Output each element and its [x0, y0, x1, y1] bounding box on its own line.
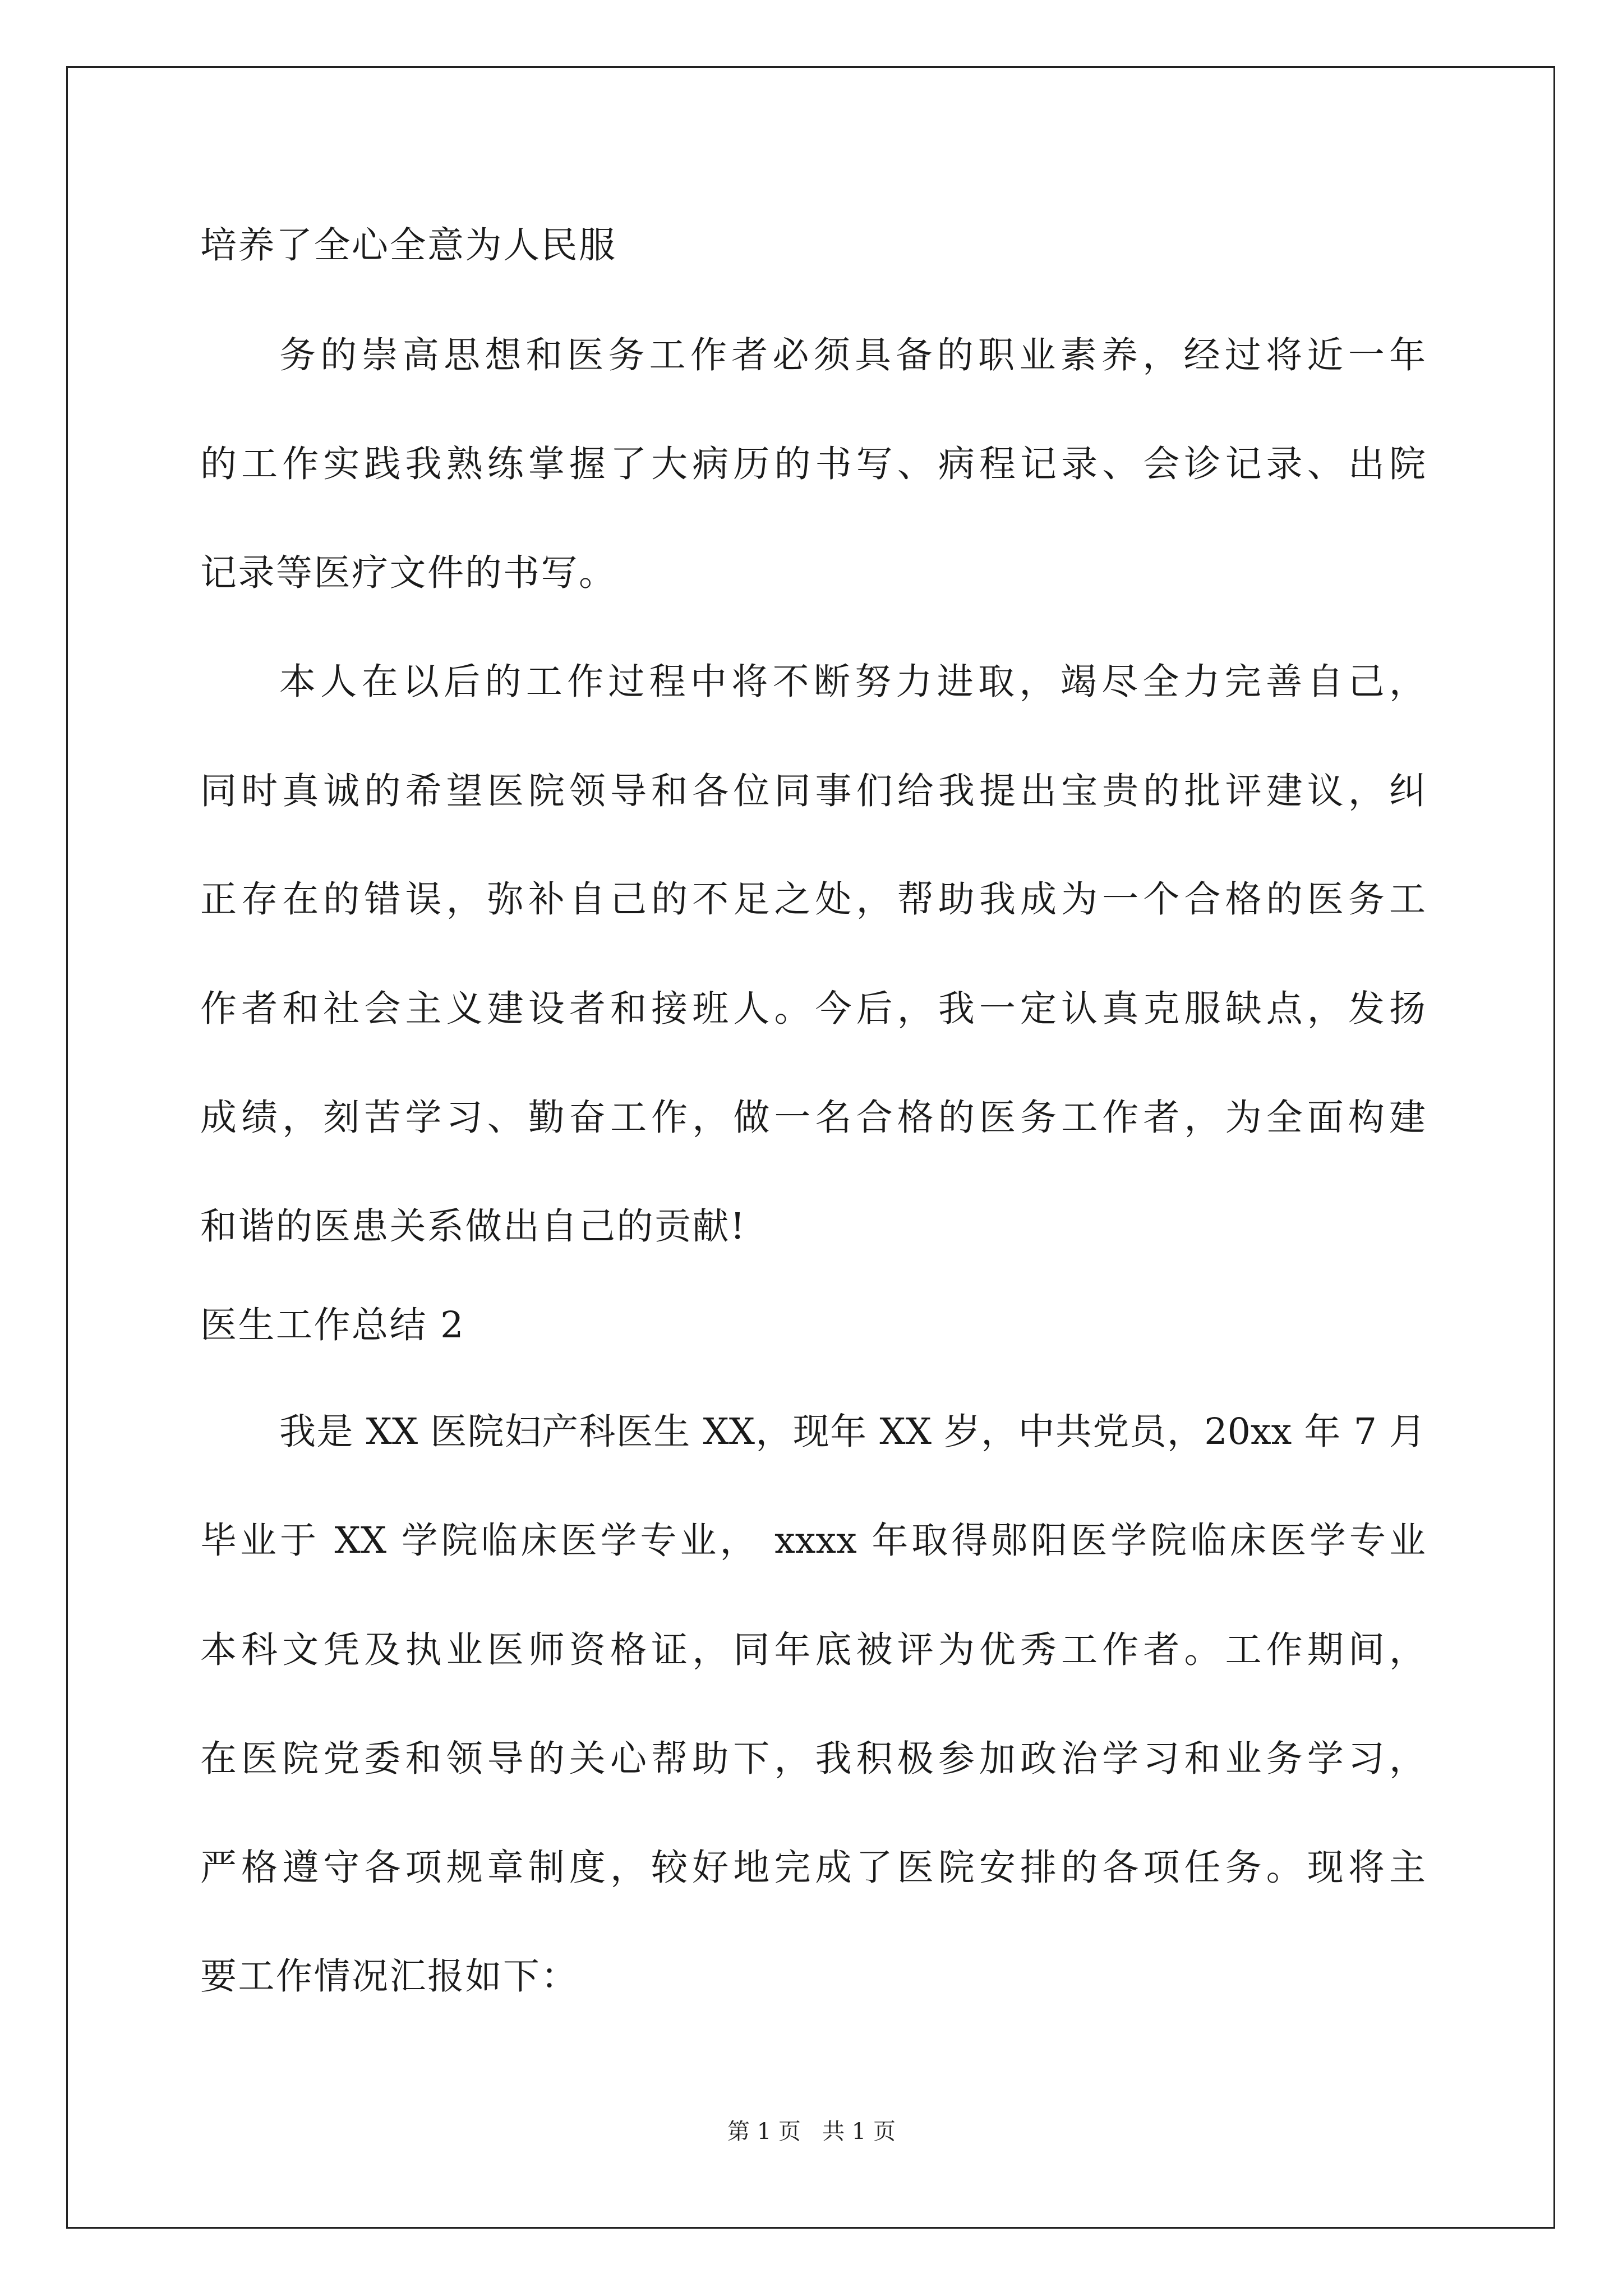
page-footer: 第 1 页 共 1 页	[727, 2119, 896, 2145]
text-line: 我是 XX 医院妇产科医生 XX，现年 XX 岁，中共党员，20xx 年 7 月	[279, 1411, 1426, 1453]
text-line: 的工作实践我熟练掌握了大病历的书写、病程记录、会诊记录、出院	[200, 443, 1426, 485]
text-line: 在医院党委和领导的关心帮助下，我积极参加政治学习和业务学习，	[200, 1738, 1426, 1780]
text-line: 本人在以后的工作过程中将不断努力进取，竭尽全力完善自己，	[279, 661, 1426, 703]
text-line: 培养了全心全意为人民服	[200, 224, 617, 266]
text-line: 要工作情况汇报如下：	[200, 1955, 579, 1998]
section-heading: 医生工作总结 2	[200, 1304, 465, 1346]
text-line: 作者和社会主义建设者和接班人。今后，我一定认真克服缺点，发扬	[200, 988, 1426, 1030]
text-line: 正存在的错误，弥补自己的不足之处，帮助我成为一个合格的医务工	[200, 878, 1426, 921]
text-line: 和谐的医患关系做出自己的贡献!	[200, 1205, 746, 1248]
text-line: 成绩，刻苦学习、勤奋工作，做一名合格的医务工作者，为全面构建	[200, 1097, 1426, 1139]
text-line: 严格遵守各项规章制度，较好地完成了医院安排的各项任务。现将主	[200, 1847, 1426, 1889]
text-line: 记录等医疗文件的书写。	[200, 552, 617, 594]
text-line: 同时真诚的希望医院领导和各位同事们给我提出宝贵的批评建议，纠	[200, 770, 1426, 812]
text-line: 毕业于 XX 学院临床医学专业， xxxx 年取得郧阳医学院临床医学专业	[200, 1520, 1426, 1562]
page-border	[66, 66, 1555, 2229]
text-line: 本科文凭及执业医师资格证，同年底被评为优秀工作者。工作期间，	[200, 1629, 1426, 1671]
text-line: 务的崇高思想和医务工作者必须具备的职业素养，经过将近一年	[279, 334, 1426, 376]
